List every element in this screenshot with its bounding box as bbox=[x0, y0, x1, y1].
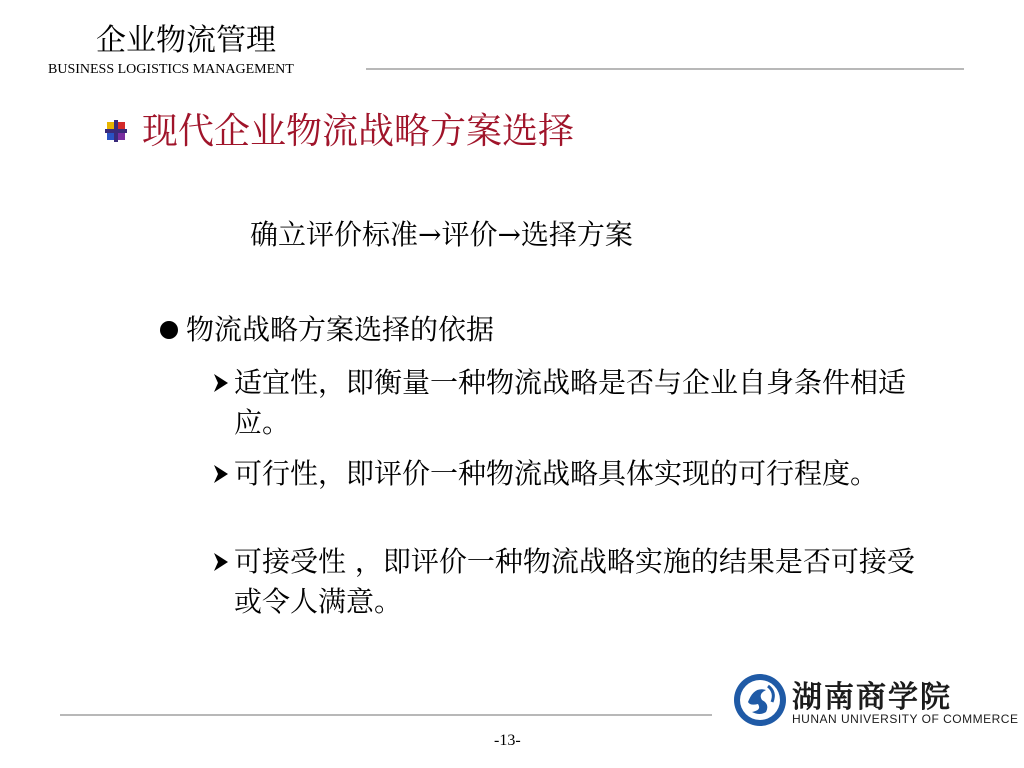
arrow-bullet-icon bbox=[210, 544, 234, 580]
title-bullet-icon bbox=[105, 120, 127, 142]
logo-name-en: HUNAN UNIVERSITY OF COMMERCE bbox=[792, 712, 1019, 726]
sub-item-acceptability bbox=[210, 542, 930, 622]
bullet-dot-icon bbox=[160, 321, 178, 339]
process-line: 确立评价标准→评价→选择方案 bbox=[250, 218, 633, 251]
footer-rule bbox=[60, 714, 712, 716]
header-rule bbox=[366, 68, 964, 70]
header-title-en: BUSINESS LOGISTICS MANAGEMENT bbox=[48, 62, 294, 77]
main-bullet-text: 物流战略方案选择的依据 bbox=[186, 313, 495, 346]
sub-item-text: 可行性，即评价一种物流战略具体实现的可行程度。 bbox=[234, 457, 879, 490]
header-title-cn: 企业物流管理 bbox=[96, 23, 276, 58]
arrow-bullet-icon bbox=[210, 456, 234, 492]
arrow-bullet-icon bbox=[210, 365, 234, 401]
logo-name-cn: 湖南商学院 bbox=[792, 680, 952, 715]
sub-item-text: 可接受性 ，即评价一种物流战略实施的结果是否可接受或令人满意。 bbox=[234, 545, 915, 618]
page-number: -13- bbox=[494, 732, 521, 749]
main-bullet bbox=[160, 310, 494, 350]
sub-item-suitability bbox=[210, 363, 930, 443]
university-logo bbox=[732, 668, 1019, 734]
sub-item-text: 适宜性，即衡量一种物流战略是否与企业自身条件相适应。 bbox=[234, 366, 907, 439]
slide-title: 现代企业物流战略方案选择 bbox=[142, 111, 575, 152]
university-emblem-icon bbox=[732, 672, 788, 728]
sub-item-feasibility bbox=[210, 454, 930, 494]
